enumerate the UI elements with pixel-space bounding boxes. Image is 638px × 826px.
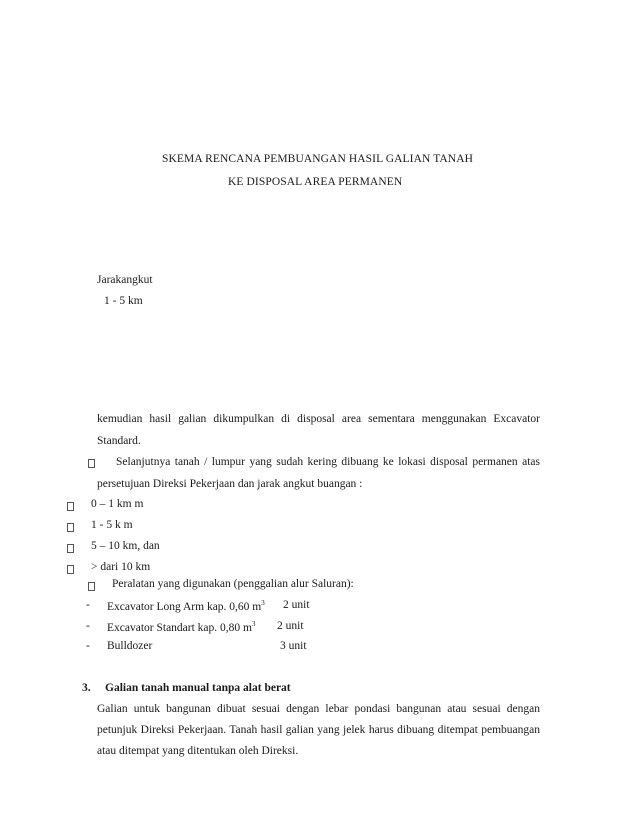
bullet1-line-1: Selanjutnya tanah / lumpur yang sudah kering dibuang ke lokasi disposal permanen atas — [116, 456, 540, 468]
equipment-dash: - — [86, 599, 90, 611]
para1-line-2: Standard. — [97, 435, 141, 447]
equipment-intro: Peralatan yang digunakan (penggalian alur Saluran): — [112, 578, 354, 590]
title-line-1: SKEMA RENCANA PEMBUANGAN HASIL GALIAN TANAH — [162, 153, 474, 165]
equipment-qty: 3 unit — [280, 640, 307, 652]
equipment-qty: 2 unit — [283, 599, 310, 611]
equipment-name-text: Excavator Long Arm kap. 0,60 m — [107, 600, 262, 613]
checkbox-bullet-icon — [88, 459, 95, 468]
equipment-unit-sup: 3 — [261, 599, 265, 607]
section-3-line-1: Galian untuk bangunan dibuat sesuai dengan lebar pondasi bangunan atau sesuai dengan — [97, 703, 540, 715]
section-3-line-2: petunjuk Direksi Pekerjaan. Tanah hasil galian yang jelek harus dibuang ditempat pembuangan — [97, 724, 540, 736]
equipment-name — [107, 620, 256, 634]
para1-line-1: kemudian hasil galian dikumpulkan di disposal area sementara menggunakan Excavator — [97, 413, 540, 425]
checkbox-bullet-icon — [67, 523, 74, 532]
jarak-value: 1 - 5 km — [104, 295, 143, 307]
range-item: 5 – 10 km, dan — [91, 540, 160, 552]
checkbox-bullet-icon — [67, 502, 74, 511]
jarak-label: Jarakangkut — [97, 274, 153, 286]
range-item: 0 – 1 km m — [91, 498, 144, 510]
equipment-name-text: Excavator Standart kap. 0,80 m — [107, 621, 252, 634]
equipment-name: Bulldozer — [107, 640, 153, 652]
title-line-2: KE DISPOSAL AREA PERMANEN — [228, 176, 403, 188]
checkbox-bullet-icon — [88, 582, 95, 591]
section-3-number: 3. — [82, 682, 91, 694]
equipment-unit-sup: 3 — [252, 620, 256, 628]
equipment-dash: - — [86, 640, 90, 652]
section-3-line-3: atau ditempat yang ditentukan oleh Direksi. — [97, 745, 299, 757]
equipment-qty: 2 unit — [277, 620, 304, 632]
equipment-dash: - — [86, 620, 90, 632]
checkbox-bullet-icon — [67, 565, 74, 574]
section-3-title: Galian tanah manual tanpa alat berat — [105, 682, 291, 694]
bullet1-line-2: persetujuan Direksi Pekerjaan dan jarak angkut buangan : — [97, 478, 363, 490]
equipment-name — [107, 599, 265, 613]
range-item: > dari 10 km — [91, 561, 151, 573]
range-item: 1 - 5 k m — [91, 519, 133, 531]
checkbox-bullet-icon — [67, 544, 74, 553]
